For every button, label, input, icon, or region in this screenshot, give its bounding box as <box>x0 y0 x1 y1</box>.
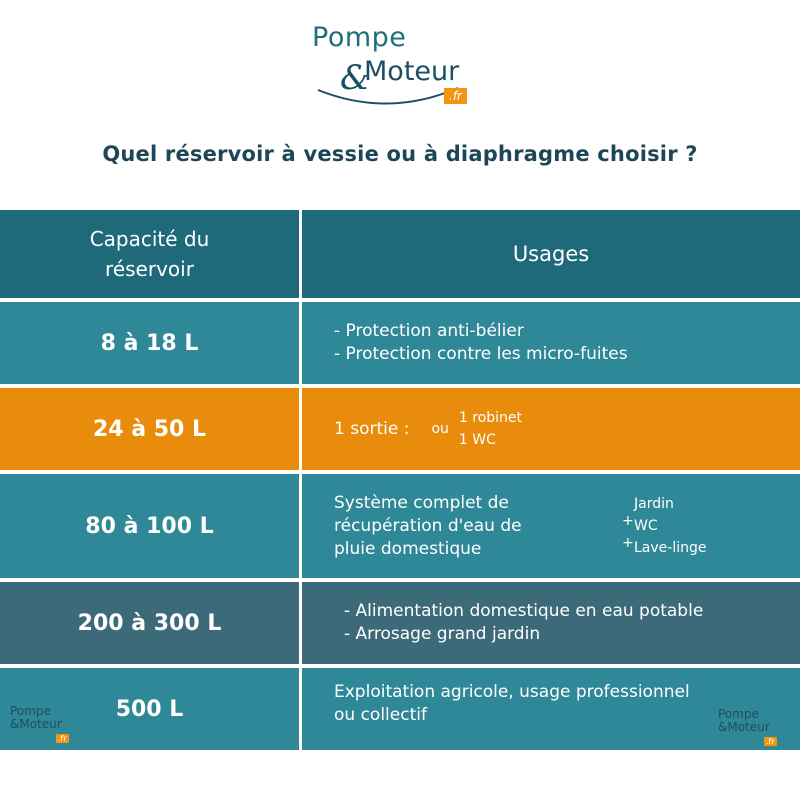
watermark-word: Pompe <box>10 704 51 718</box>
header-capacity-line2: réservoir <box>105 257 194 281</box>
plus-sign: + <box>622 535 634 551</box>
usage-line: ou collectif <box>334 705 427 725</box>
watermark-logo-right <box>718 708 777 748</box>
usage-description-line: pluie domestique <box>334 538 482 559</box>
usage-option: 1 robinet <box>458 410 523 426</box>
table-row <box>0 668 800 750</box>
usage-option: Jardin <box>634 496 674 512</box>
usage-line: Exploitation agricole, usage professionnel <box>334 682 690 702</box>
usage-line: - Protection anti-bélier <box>334 321 524 341</box>
plus-sign: + <box>622 513 634 529</box>
capacity-cell: 200 à 300 L <box>0 582 299 664</box>
capacity-cell: 80 à 100 L <box>0 474 299 578</box>
watermark-logo-left <box>10 705 69 745</box>
usage-line: - Arrosage grand jardin <box>344 624 541 644</box>
usage-line: - Protection contre les micro-fuites <box>334 344 628 364</box>
watermark-word: Pompe <box>718 707 759 721</box>
capacity-cell: 24 à 50 L <box>0 388 299 470</box>
usage-label: 1 sortie : <box>334 418 410 439</box>
watermark-tld: .fr <box>58 734 67 743</box>
usage-or: ou <box>431 420 449 437</box>
usage-option: WC <box>634 518 658 534</box>
header-capacity <box>0 210 299 298</box>
usage-cell <box>302 388 800 470</box>
watermark-word: &Moteur <box>10 717 62 731</box>
usage-cell <box>302 474 800 578</box>
logo-word-pompe: Pompe <box>312 22 407 53</box>
table-row <box>0 388 800 470</box>
usage-cell <box>302 302 800 384</box>
header-usages: Usages <box>302 210 800 298</box>
page-title: Quel réservoir à vessie ou à diaphragme choisir ? <box>102 142 698 166</box>
usage-description-line: récupération d'eau de <box>334 515 522 536</box>
table-row <box>0 474 800 578</box>
table-row <box>0 302 800 384</box>
usage-cell <box>302 582 800 664</box>
logo-ampersand: & <box>340 58 371 98</box>
header-capacity-line1: Capacité du <box>89 227 210 251</box>
logo-word-moteur: Moteur <box>364 56 460 87</box>
table-row <box>0 582 800 664</box>
capacity-cell: 500 L <box>0 668 299 750</box>
brand-logo <box>308 18 498 113</box>
usage-option: Lave-linge <box>634 540 707 556</box>
usage-description-line: Système complet de <box>334 492 509 513</box>
usage-line: - Alimentation domestique en eau potable <box>344 601 704 621</box>
watermark-tld: .fr <box>766 737 775 746</box>
logo-tld-badge: .fr <box>444 88 467 104</box>
usage-option: 1 WC <box>458 432 496 448</box>
capacity-cell: 8 à 18 L <box>0 302 299 384</box>
watermark-word: &Moteur <box>718 720 770 734</box>
table-header-row <box>0 210 800 298</box>
